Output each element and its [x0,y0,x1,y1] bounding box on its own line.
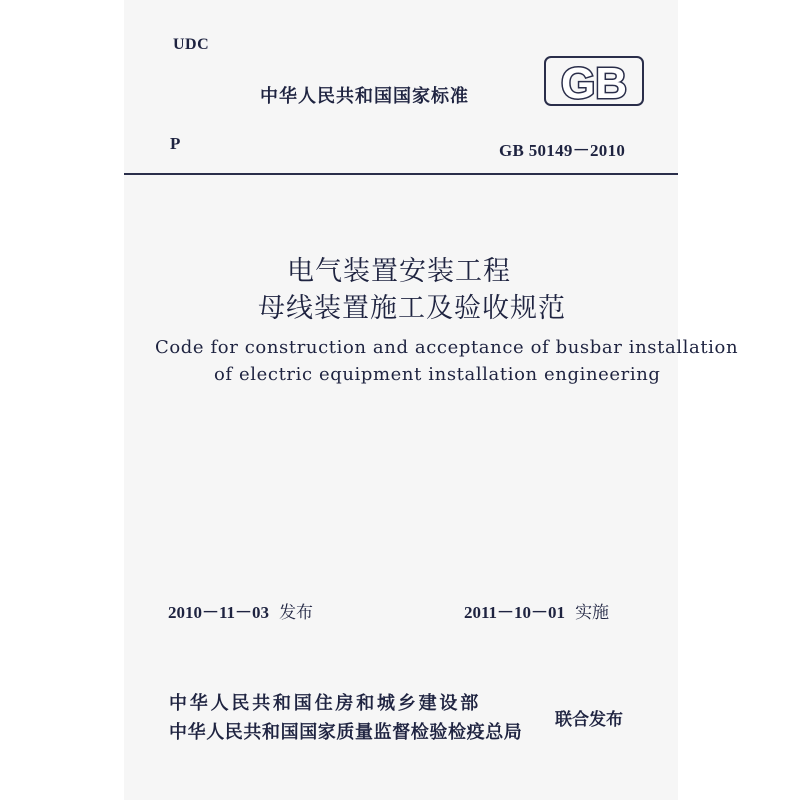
issue-date-value: 2010－11－03 [168,603,270,622]
title-en-line2: of electric equipment installation engineering [214,364,661,385]
implementation-date-value: 2011－10－01 [464,603,566,622]
title-en-line1: Code for construction and acceptance of busbar installation [155,337,739,358]
publisher-line2: 中华人民共和国国家质量监督检验检疫总局 [169,722,523,743]
classification-code: P [170,134,181,153]
title-zh-line2: 母线装置施工及验收规范 [258,293,566,324]
implementation-label: 实施 [575,603,610,623]
national-standard-heading: 中华人民共和国国家标准 [260,86,469,107]
header-divider [124,173,678,175]
publisher-line1: 中华人民共和国住房和城乡建设部 [169,693,481,714]
standard-number: GB 50149－2010 [499,141,626,160]
udc-label: UDC [173,36,210,53]
cover-page [124,0,678,800]
title-zh-line1: 电气装置安装工程 [287,256,511,287]
gb-logo-text: GB [561,59,627,106]
joint-publish-label: 联合发布 [555,710,623,730]
implementation-date [464,598,609,623]
issue-label: 发布 [279,603,314,623]
gb-logo [544,56,644,106]
issue-date [168,598,313,623]
